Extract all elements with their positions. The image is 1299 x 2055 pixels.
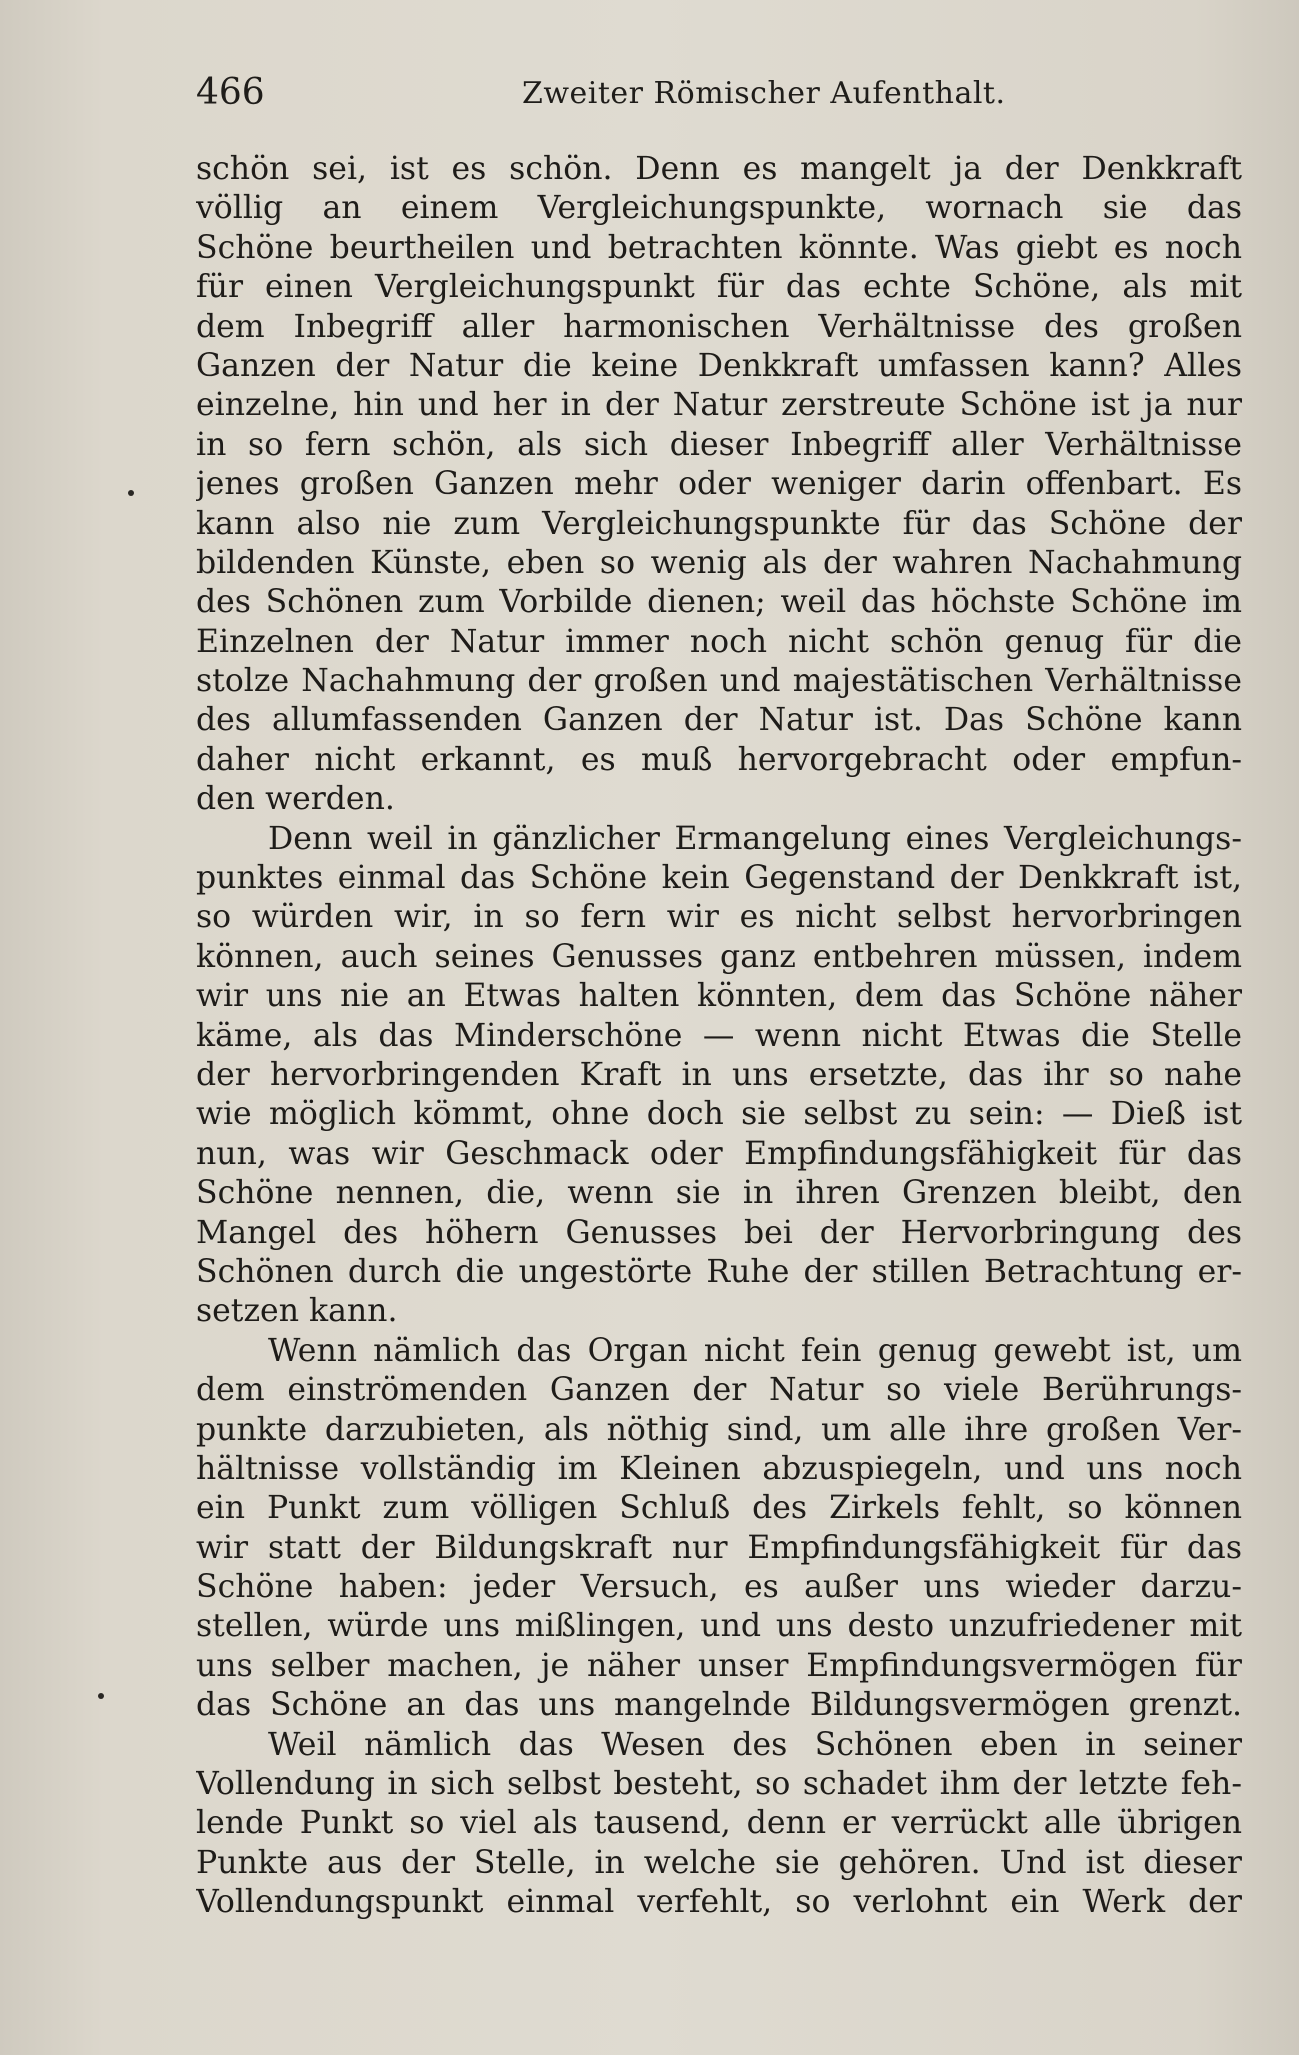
text-line: der hervorbringenden Kraft in uns ersetzte, das ihr so nahe — [196, 1056, 1242, 1093]
body-text — [196, 150, 1242, 1923]
text-line: können, auch seines Genusses ganz entbehren müssen, indem — [196, 938, 1242, 975]
page-number: 466 — [196, 72, 265, 113]
text-line: punkte darzubieten, als nöthig sind, um alle ihre großen Ver- — [196, 1411, 1242, 1448]
text-line: wir uns nie an Etwas halten könnten, dem das Schöne näher — [196, 978, 1242, 1015]
text-line: Vollendungspunkt einmal verfehlt, so verlohnt ein Werk der — [196, 1884, 1242, 1921]
text-line: Schöne beurtheilen und betrachten könnte. Was giebt es noch — [196, 229, 1242, 266]
text-line: schön sei, ist es schön. Denn es mangelt ja der Denkkraft — [196, 151, 1242, 187]
text-line: hältnisse vollständig im Kleinen abzuspiegeln, und uns noch — [196, 1450, 1242, 1487]
text-line: Schöne nennen, die, wenn sie in ihren Grenzen bleibt, den — [196, 1175, 1242, 1212]
text-line: stolze Nachahmung der großen und majestätischen Verhältnisse — [196, 663, 1242, 700]
text-line: uns selber machen, je näher unser Empfindungsvermögen für — [196, 1647, 1242, 1684]
text-line: dem einströmenden Ganzen der Natur so viele Berührungs- — [196, 1372, 1242, 1409]
text-line: käme, als das Minderschöne — wenn nicht Etwas die Stelle — [196, 1017, 1242, 1054]
text-line: in so fern schön, als sich dieser Inbegriff aller Verhältnisse — [196, 426, 1242, 463]
text-line: Schöne haben: jeder Versuch, es außer uns wieder darzu- — [196, 1569, 1242, 1606]
text-line: so würden wir, in so fern wir es nicht selbst hervorbringen — [196, 899, 1242, 936]
text-line: dem Inbegriff aller harmonischen Verhältnisse des großen — [196, 308, 1242, 345]
margin-dot — [128, 490, 134, 496]
running-title: Zweiter Römischer Aufenthalt. — [522, 76, 1006, 111]
text-line: jenes großen Ganzen mehr oder weniger darin offenbart. Es — [196, 466, 1242, 503]
text-line: das Schöne an das uns mangelnde Bildungsvermögen grenzt. — [196, 1687, 1242, 1724]
text-line: Weil nämlich das Wesen des Schönen eben in seiner — [268, 1726, 1242, 1763]
text-line: stellen, würde uns mißlingen, und uns desto unzufriedener mit — [196, 1608, 1242, 1645]
text-line: ein Punkt zum völligen Schluß des Zirkels fehlt, so können — [196, 1490, 1242, 1527]
text-line: völlig an einem Vergleichungspunkte, wornach sie das — [196, 190, 1242, 227]
text-line: Einzelnen der Natur immer noch nicht schön genug für die — [196, 623, 1242, 660]
text-line: kann also nie zum Vergleichungspunkte für das Schöne der — [196, 505, 1242, 542]
text-line: Schönen durch die ungestörte Ruhe der stillen Betrachtung er- — [196, 1253, 1242, 1290]
margin-dot — [98, 1693, 104, 1699]
text-line: Vollendung in sich selbst besteht, so schadet ihm der letzte feh- — [196, 1766, 1242, 1803]
text-line: punktes einmal das Schöne kein Gegenstand der Denkkraft ist, — [196, 860, 1242, 897]
text-line: Wenn nämlich das Organ nicht fein genug gewebt ist, um — [268, 1332, 1242, 1369]
text-line: Denn weil in gänzlicher Ermangelung eines Vergleichungs- — [268, 820, 1242, 857]
page-header — [196, 72, 1242, 124]
text-line: den werden. — [196, 781, 395, 818]
text-line: Punkte aus der Stelle, in welche sie gehören. Und ist dieser — [196, 1844, 1242, 1881]
text-line: einzelne, hin und her in der Natur zerstreute Schöne ist ja nur — [196, 387, 1242, 424]
text-line: wir statt der Bildungskraft nur Empfindungsfähigkeit für das — [196, 1529, 1242, 1566]
text-line: lende Punkt so viel als tausend, denn er verrückt alle übrigen — [196, 1805, 1242, 1842]
text-line: wie möglich kömmt, ohne doch sie selbst zu sein: — Dieß ist — [196, 1096, 1242, 1133]
text-line: daher nicht erkannt, es muß hervorgebracht oder empfun- — [196, 741, 1242, 778]
text-line: des Schönen zum Vorbilde dienen; weil das höchste Schöne im — [196, 584, 1242, 621]
text-line: setzen kann. — [196, 1293, 398, 1330]
text-line: Mangel des höhern Genusses bei der Hervorbringung des — [196, 1214, 1242, 1251]
text-line: bildenden Künste, eben so wenig als der wahren Nachahmung — [196, 544, 1242, 581]
text-line: Ganzen der Natur die keine Denkkraft umfassen kann? Alles — [196, 347, 1242, 384]
text-line: für einen Vergleichungspunkt für das echte Schöne, als mit — [196, 269, 1242, 306]
text-line: nun, was wir Geschmack oder Empfindungsfähigkeit für das — [196, 1135, 1242, 1172]
text-line: des allumfassenden Ganzen der Natur ist. Das Schöne kann — [196, 702, 1242, 739]
